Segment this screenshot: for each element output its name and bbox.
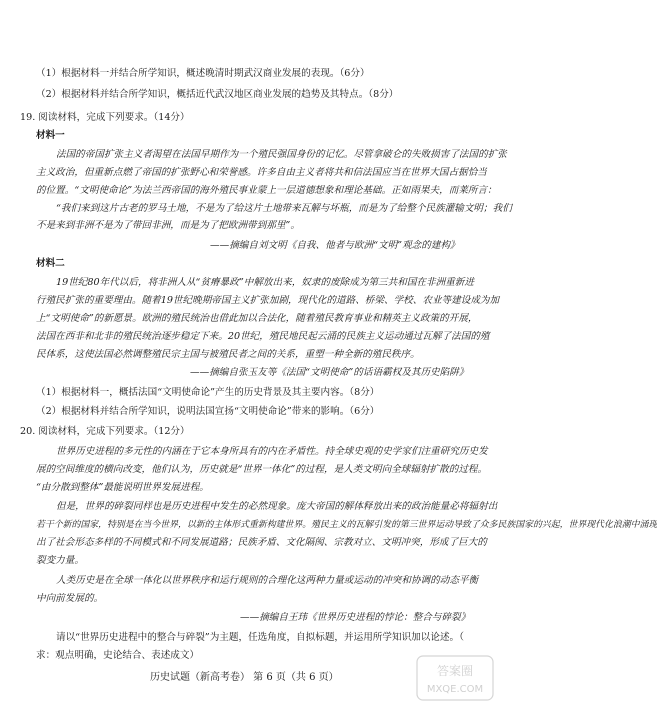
material-two-text-2: 行殖民扩张的重要理由。随着19世纪晚期帝国主义扩张加剧，现代化的道路、桥梁、学校、农业等建设成为加 (36, 295, 500, 306)
material-20-text-8: 人类历史是在全球一体化以世界秩序和运行规则的合理化这两种力量或运动的冲突和协调的动态平衡 (56, 575, 479, 586)
svg-text:答案圈: 答案圈 (436, 664, 474, 678)
question-20-prompt: 请以“世界历史进程中的整合与碎裂”为主题，任选角度，自拟标题，并运用所学知识加以论述。（ (56, 632, 464, 643)
material-two-text-3: 上“文明使命”的新愿景。欧洲的殖民统治也借此加以合法化，随着殖民教育事业和精英主义政策的开展， (36, 313, 478, 324)
material-two-text-4: 法国在西非和北非的殖民统治逐步稳定下来。20世纪，殖民地民起云涌的民族主义运动通过瓦解了法国的殖 (36, 331, 490, 342)
material-two-source: ——摘编自张玉友等《法国“文明使命”的话语霸权及其历史陷阱》 (190, 367, 469, 378)
watermark-logo (416, 655, 494, 701)
page-footer: 历史试题（新高考卷） 第 6 页（共 6 页） (150, 672, 339, 683)
material-one-text-4: “我们来到这片古老的罗马土地，不是为了给这片土地带来瓦解与坏瓶，而是为了给整个民族灌输文明；我们 (56, 203, 512, 214)
material-one-label: 材料一 (36, 130, 65, 141)
question-18-1: （1）根据材料一并结合所学知识，概述晚清时期武汉商业发展的表现。（6分） (36, 68, 370, 79)
material-one-text-2: 主义政治，但重新点燃了帝国的扩张野心和荣誉感。许多自由主义者将共和信法国应当在世界大国占据恰当 (36, 167, 487, 178)
material-two-text-1: 19世纪80年代以后，将非洲人从“贫瘠暴政”中解放出来，奴隶的废除成为第三共和国在非洲重新进 (56, 277, 474, 288)
question-18-2: （2）根据材料并结合所学知识，概括近代武汉地区商业发展的趋势及其特点。（8分） (36, 89, 399, 100)
material-20-text-1: 世界历史进程的多元性的内涵在于它本身所具有的内在矛盾性。持全球史观的史学家们注重研究历史发 (56, 446, 488, 457)
material-20-text-4: 但是，世界的碎裂同样也是历史进程中发生的必然现象。庞大帝国的解体释放出来的政治能量必将辐射出 (56, 501, 498, 512)
material-20-source: ——摘编自王玮《世界历史进程的悖论：整合与碎裂》 (240, 612, 471, 623)
material-two-text-5: 民体系，这使法国必然调整殖民宗主国与被殖民者之间的关系，重塑一种全新的殖民秩序。 (36, 349, 420, 360)
material-20-text-5: 若干个新的国家，特别是在当今世界，以新的主体形式重新构建世界。殖民主义的瓦解引发的第三世界运动导致了众多民族国家的兴起，世界现代化浪潮中涌现 (36, 520, 657, 530)
material-20-text-2: 展的空间维度的横向改变，他们认为，历史就是“世界一体化”的过程，是人类文明向全球辐射扩散的过程。 (36, 464, 488, 475)
question-19-2: （2）根据材料并结合所学知识，说明法国宣扬“文明使命论”带来的影响。（6分） (36, 406, 380, 417)
material-one-source: ——摘编自刘文明《自我、他者与欧洲“文明”观念的建构》 (210, 240, 460, 251)
material-one-text-5: 不是来到非洲不是为了带回非洲，而是为了把欧洲带到那里”。 (36, 220, 300, 231)
question-20-requirements: 求：观点明确，史论结合、表述成文） (36, 650, 200, 661)
question-19-heading: 19. 阅读材料，完成下列要求。（14分） (20, 112, 190, 123)
material-20-text-6: 出了社会形态多样的不同模式和不同发展道路；民族矛盾、文化隔阂、宗教对立、文明冲突，形成了巨大的 (36, 537, 487, 548)
material-two-label: 材料二 (36, 258, 65, 269)
material-20-text-9: 中向前发展的。 (36, 593, 104, 604)
material-one-text-3: 的位置。“文明使命论”为法兰西帝国的海外殖民事业蒙上一层道德想象和理论基础。正如雨果夫，而莱所言： (36, 185, 497, 196)
material-20-text-7: 裂变力量。 (36, 555, 84, 566)
watermark-graphic (416, 655, 494, 701)
material-one-text-1: 法国的帝国扩张主义者渴望在法国早期作为一个殖民强国身份的记忆。尽管拿破仑的失败损害了法国的扩张 (56, 149, 507, 160)
material-20-text-3: “由分散到整体”最能说明世界发展进程。 (36, 482, 209, 493)
svg-text:MXQE.COM: MXQE.COM (426, 684, 484, 695)
question-20-heading: 20. 阅读材料，完成下列要求。（12分） (20, 426, 190, 437)
question-19-1: （1）根据材料一，概括法国“文明使命论”产生的历史背景及其主要内容。（8分） (36, 387, 380, 398)
